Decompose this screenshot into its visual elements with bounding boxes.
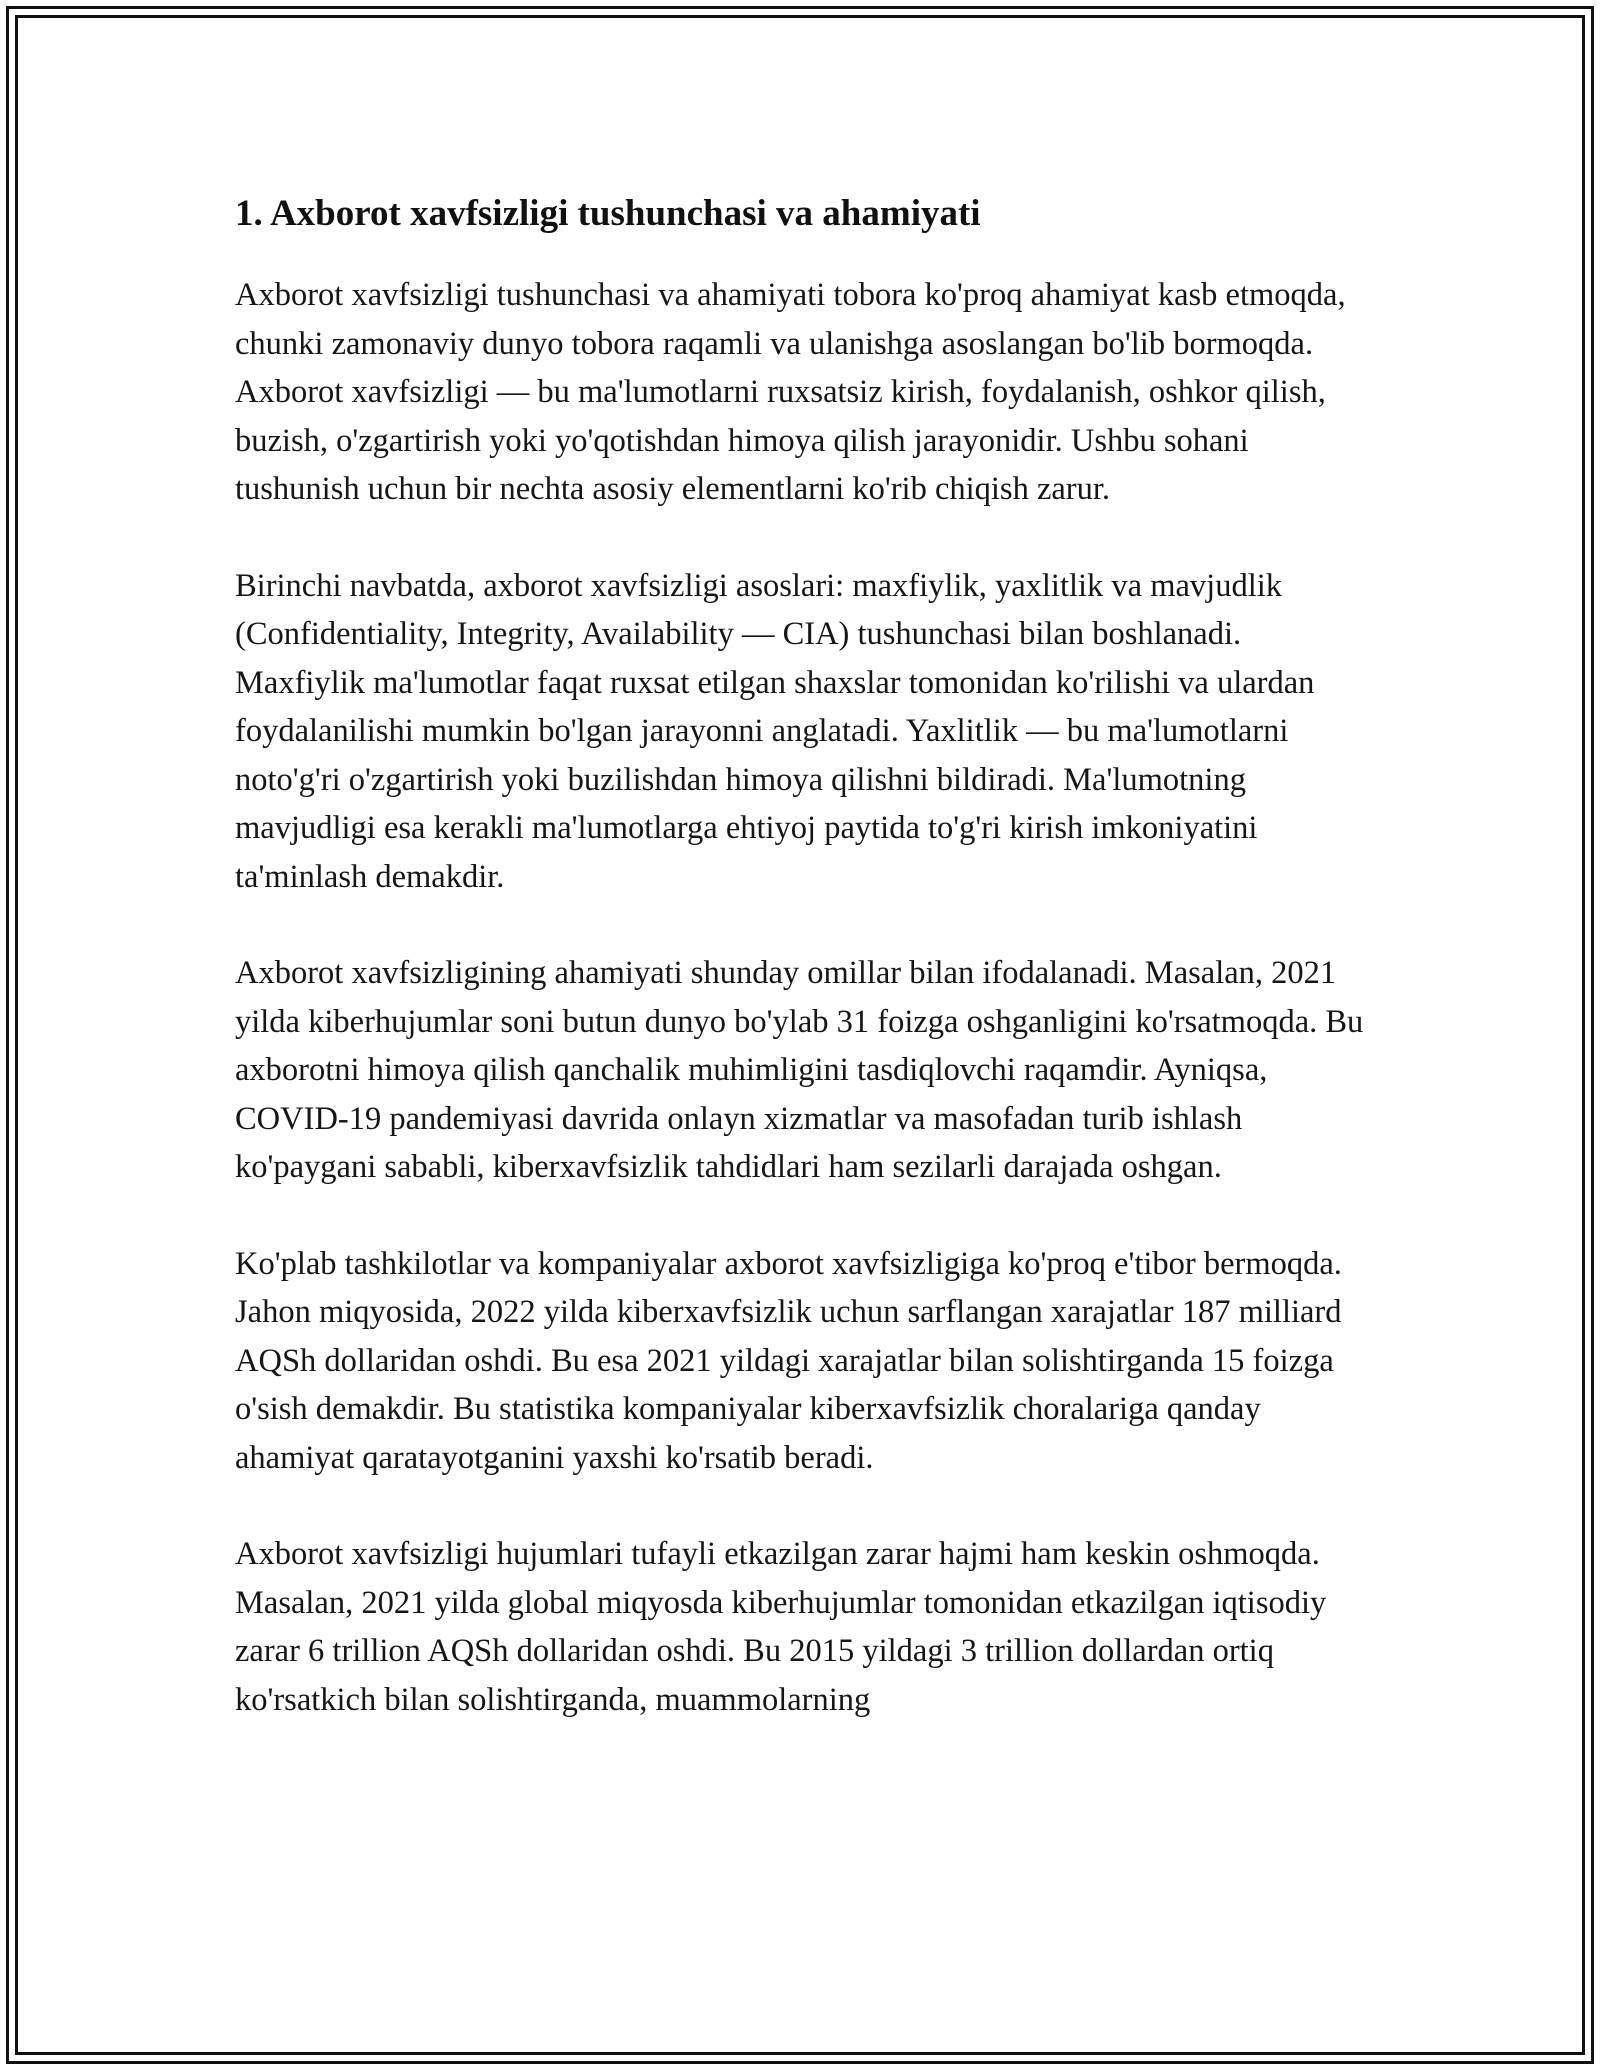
paragraph-4: Ko'plab tashkilotlar va kompaniyalar axborot xavfsizligiga ko'proq e'tibor bermoqda. Jahon miqyosida, 2022 yilda kiberxavfsizlik uchun sarflangan xarajatlar 187 milliard AQSh dollaridan oshdi. Bu esa 2021 yildagi xarajatlar bilan solishtirganda 15 foizga o'sish demakdir. Bu statistika kompaniyalar kiberxavfsizlik choralariga qanday ahamiyat qaratayotganini yaxshi ko'rsatib beradi.: [235, 1245, 1342, 1476]
document-body: [235, 185, 1375, 1772]
paragraph-3: Axborot xavfsizligining ahamiyati shunday omillar bilan ifodalanadi. Masalan, 2021 yilda kiberhujumlar soni butun dunyo bo'ylab 31 foizga oshganligini ko'rsatmoqda. Bu axborotni himoya qilish qanchalik muhimligini tasdiqlovchi raqamdir. Ayniqsa, COVID-19 pandemiyasi davrida onlayn xizmatlar va masofadan turib ishlash ko'paygani sababli, kiberxavfsizlik tahdidlari ham sezilarli darajada oshgan.: [235, 955, 1364, 1185]
paragraph-5: Axborot xavfsizligi hujumlari tufayli etkazilgan zarar hajmi ham keskin oshmoqda. Masalan, 2021 yilda global miqyosda kiberhujumlar tomonidan etkazilgan iqtisodiy zarar 6 trillion AQSh dollaridan oshdi. Bu 2015 yildagi 3 trillion dollardan ortiq ko'rsatkich bilan solishtirganda, muammolarning: [235, 1536, 1327, 1718]
section-heading: 1. Axborot xavfsizligi tushunchasi va ahamiyati: [235, 193, 981, 234]
paragraph-2: Birinchi navbatda, axborot xavfsizligi asoslari: maxfiylik, yaxlitlik va mavjudlik (Confidentiality, Integrity, Availability — CIA) tushunchasi bilan boshlanadi. Maxfiylik ma'lumotlar faqat ruxsat etilgan shaxslar tomonidan ko'rilishi va ulardan foydalanilishi mumkin bo'lgan jarayonni anglatadi. Yaxlitlik — bu ma'lumotlarni noto'g'ri o'zgartirish yoki buzilishdan himoya qilishni bildiradi. Ma'lumotning mavjudligi esa kerakli ma'lumotlarga ehtiyoj paytida to'g'ri kirish imkoniyatini ta'minlash demakdir.: [235, 567, 1315, 895]
paragraph-1: Axborot xavfsizligi tushunchasi va ahamiyati tobora ko'proq ahamiyat kasb etmoqda, chunki zamonaviy dunyo tobora raqamli va ulanishga asoslangan bo'lib bormoqda. Axborot xavfsizligi — bu ma'lumotlarni ruxsatsiz kirish, foydalanish, oshkor qilish, buzish, o'zgartirish yoki yo'qotishdan himoya qilish jarayonidir. Ushbu sohani tushunish uchun bir nechta asosiy elementlarni ko'rib chiqish zarur.: [235, 277, 1346, 507]
